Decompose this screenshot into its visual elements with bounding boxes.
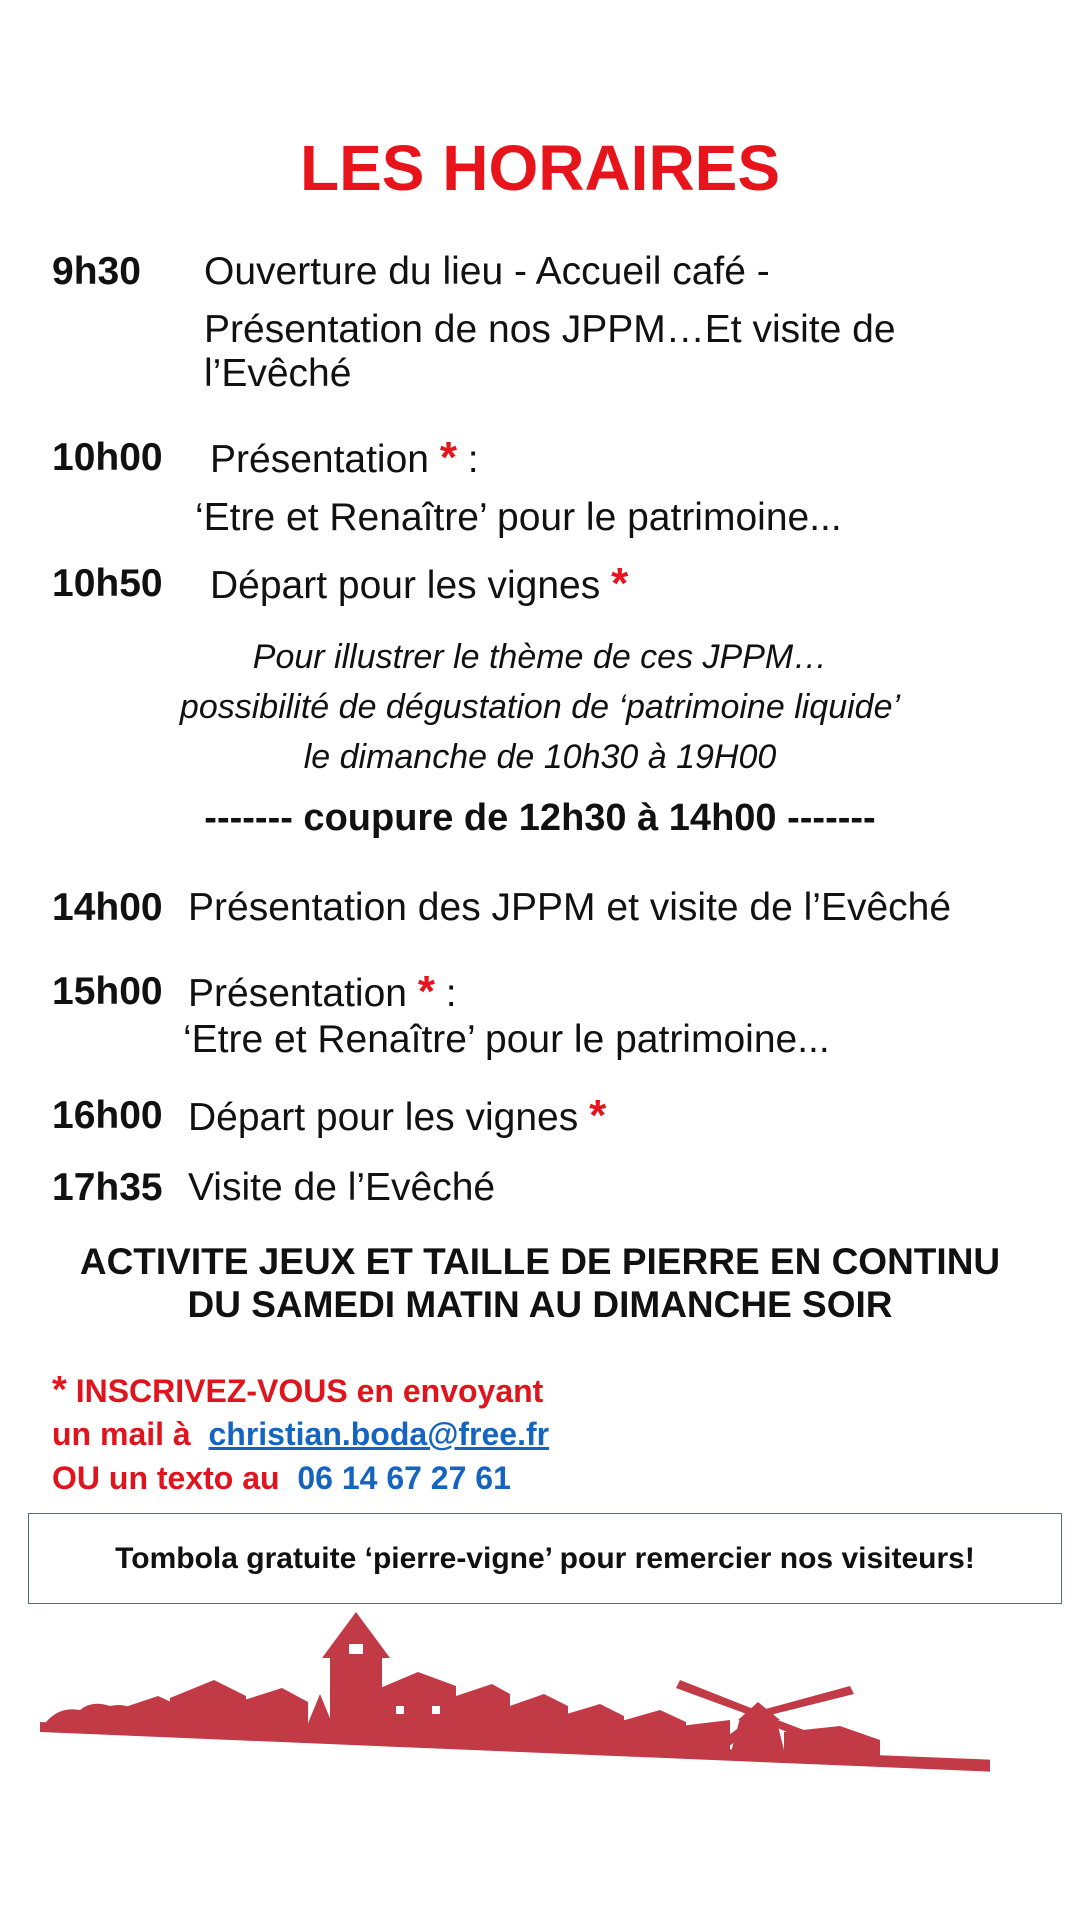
phone-number[interactable]: 06 14 67 27 61 xyxy=(297,1460,511,1496)
schedule-17h35-text: Visite de l’Evêché xyxy=(188,1166,496,1209)
time-10h00: 10h00 xyxy=(52,436,163,479)
schedule-9h30-line3: l’Evêché xyxy=(204,352,352,395)
time-9h30: 9h30 xyxy=(52,250,141,293)
schedule-10h00-text: Présentation xyxy=(210,438,429,481)
asterisk-icon: * xyxy=(611,559,629,608)
schedule-9h30-line1: Ouverture du lieu - Accueil café - xyxy=(204,250,770,293)
activity-banner xyxy=(0,1240,1080,1326)
contact-line-3 xyxy=(52,1456,511,1500)
sms-prefix: OU un texto au xyxy=(52,1460,280,1496)
schedule-15h00-line2: ‘Etre et Renaître’ pour le patrimoine... xyxy=(183,1018,830,1061)
asterisk-icon: * xyxy=(589,1091,607,1140)
tombola-text: Tombola gratuite ‘pierre-vigne’ pour remercier nos visiteurs! xyxy=(115,1541,975,1575)
page-title: LES HORAIRES xyxy=(299,132,781,204)
village-silhouette-icon xyxy=(40,1610,990,1800)
activity-line-2: DU SAMEDI MATIN AU DIMANCHE SOIR xyxy=(187,1284,893,1325)
schedule-10h00-line2: ‘Etre et Renaître’ pour le patrimoine... xyxy=(195,496,842,539)
lunch-break: ------- coupure de 12h30 à 14h00 ------- xyxy=(204,797,876,839)
signup-text: INSCRIVEZ-VOUS en envoyant xyxy=(75,1373,544,1409)
note-line-3: le dimanche de 10h30 à 19H00 xyxy=(303,738,777,776)
contact-line-2 xyxy=(52,1412,549,1456)
mail-prefix: un mail à xyxy=(52,1416,191,1452)
time-16h00: 16h00 xyxy=(52,1094,163,1137)
schedule-16h00-text: Départ pour les vignes xyxy=(188,1096,579,1139)
time-15h00: 15h00 xyxy=(52,970,163,1013)
schedule-10h50-text: Départ pour les vignes xyxy=(210,564,601,607)
schedule-15h00-line1 xyxy=(188,968,457,1018)
schedule-16h00-line xyxy=(188,1092,606,1142)
tombola-box xyxy=(28,1513,1062,1604)
asterisk-icon: * xyxy=(52,1369,67,1411)
time-17h35: 17h35 xyxy=(52,1166,163,1209)
email-link[interactable]: christian.boda@free.fr xyxy=(208,1416,550,1452)
asterisk-icon: * xyxy=(417,967,435,1016)
contact-line-1 xyxy=(52,1368,543,1413)
time-14h00: 14h00 xyxy=(52,886,163,929)
schedule-14h00-text: Présentation des JPPM et visite de l’Evêché xyxy=(188,886,952,929)
note-line-2: possibilité de dégustation de ‘patrimoine liquide’ xyxy=(179,688,901,726)
asterisk-icon: * xyxy=(439,433,457,482)
schedule-15h00-text: Présentation xyxy=(188,972,407,1015)
time-10h50: 10h50 xyxy=(52,562,163,605)
schedule-10h50-line xyxy=(210,560,628,610)
schedule-9h30-line2: Présentation de nos JPPM…Et visite de xyxy=(204,308,896,351)
schedule-15h00-suffix: : xyxy=(445,972,457,1015)
note-line-1: Pour illustrer le thème de ces JPPM… xyxy=(252,638,828,676)
activity-line-1: ACTIVITE JEUX ET TAILLE DE PIERRE EN CONTINU xyxy=(79,1241,1001,1282)
schedule-10h00-suffix: : xyxy=(467,438,479,481)
schedule-10h00-line1 xyxy=(210,434,479,484)
